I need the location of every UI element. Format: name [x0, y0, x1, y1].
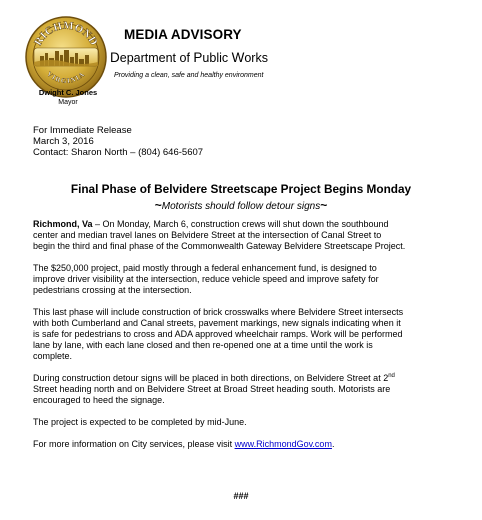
dateline: Richmond, Va	[33, 219, 93, 229]
paragraph-1	[33, 219, 473, 252]
paragraph-4	[33, 373, 473, 406]
richmond-city-seal-logo	[24, 15, 108, 99]
paragraph-1-line-1-text: – On Monday, March 6, construction crews will shut down the southbound	[92, 219, 389, 229]
paragraph-6-line-1	[33, 439, 473, 450]
department-tagline: Providing a clean, safe and healthy environment	[114, 72, 264, 79]
paragraph-6-period: .	[331, 439, 335, 449]
paragraph-2-line-2: improve driver visibility at the intersection, reduce vehicle speed and improve safety for	[33, 274, 379, 284]
paragraph-6-text: For more information on City services, please visit	[33, 439, 235, 449]
release-date: March 3, 2016	[33, 136, 94, 147]
ordinal-suffix: nd	[388, 372, 395, 379]
paragraph-6	[33, 439, 473, 450]
paragraph-2-line-3: pedestrians crossing at the intersection.	[33, 285, 192, 295]
department-text-2: ublic	[202, 51, 232, 65]
paragraph-3	[33, 307, 473, 362]
subhead-text: Motorists should follow detour signs	[161, 201, 321, 212]
paragraph-4-line-1	[33, 373, 473, 384]
subheadline	[0, 198, 482, 212]
paragraph-3-line-1: This last phase will include construction of brick crosswalks where Belvidere Street intersects	[33, 307, 404, 317]
paragraph-3-line-2: with both Cumberland and Canal streets, pavement markings, new signals indicating when it	[33, 318, 401, 328]
mayor-name: Dwight C. Jones	[38, 88, 98, 97]
paragraph-4-line-3: encouraged to heed the signage.	[33, 395, 165, 405]
media-advisory-title: MEDIA ADVISORY	[124, 27, 242, 42]
paragraph-1-line-1	[33, 219, 473, 230]
seal-state-name: VIRGINIA	[45, 69, 87, 86]
seal-city-name: RICHMOND	[32, 19, 100, 48]
paragraph-3-line-3: is safe for pedestrians to cross and ADA approved wheelchair ramps. Work will be performed	[33, 329, 403, 339]
paragraph-1-line-2: center and median travel lanes on Belvidere Street at the intersection of Canal Street to	[33, 230, 382, 240]
department-initial-d: D	[110, 50, 120, 65]
subhead-tilde-left: ~	[154, 198, 162, 212]
department-text-3: orks	[244, 51, 268, 65]
headline: Final Phase of Belvidere Streetscape Project Begins Monday	[70, 182, 412, 196]
mayor-title: Mayor	[58, 99, 78, 106]
release-info	[33, 125, 203, 158]
paragraph-3-line-5: complete.	[33, 351, 73, 361]
end-of-release-mark: ###	[233, 491, 249, 501]
paragraph-4-line-2: Street heading north and on Belvidere Street at Broad Street heading south. Motorists are	[33, 384, 391, 394]
department-text-1: epartment of	[119, 51, 194, 65]
paragraph-4-line-1-text: During construction detour signs will be placed in both directions, on Belvidere Street at 2	[33, 373, 389, 383]
paragraph-5	[33, 417, 473, 428]
department-initial-w: W	[231, 50, 245, 65]
subhead-tilde-right: ~	[320, 198, 328, 212]
department-name	[110, 50, 268, 65]
article-body	[33, 219, 473, 461]
release-type: For Immediate Release	[33, 125, 132, 136]
department-initial-p: P	[193, 50, 203, 65]
paragraph-2-line-1: The $250,000 project, paid mostly through a federal enhancement fund, is designed to	[33, 263, 377, 273]
richmondgov-link[interactable]: www.RichmondGov.com	[234, 439, 332, 449]
paragraph-5-line-1: The project is expected to be completed by mid-June.	[33, 417, 247, 427]
paragraph-3-line-4: lane by lane, with each lane closed and then re-opened one at a time until the work is	[33, 340, 373, 350]
release-contact: Contact: Sharon North – (804) 646-5607	[33, 147, 204, 158]
paragraph-2	[33, 263, 473, 296]
paragraph-1-line-3: begin the third and final phase of the Commonwealth Gateway Belvidere Streetscape Project.	[33, 241, 406, 251]
